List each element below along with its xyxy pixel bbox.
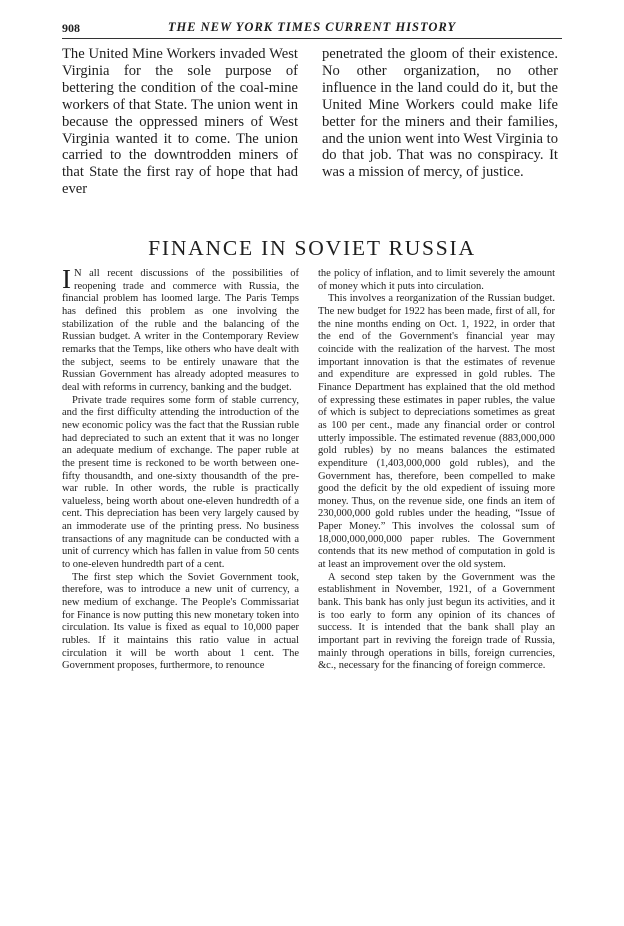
drop-cap: I: [62, 264, 71, 294]
article-body: [62, 264, 562, 908]
continued-article-right-column: penetrated the gloom of their existence. No other organization, no other influence in the land could do it, but the United Mine Workers could make life better for the miners and their families, and the union went into West Virginia to do that job. That was no conspiracy. It was a mission of mercy, of justice.: [322, 46, 558, 181]
header-rule: [62, 38, 562, 39]
article-paragraph: The first step which the Soviet Government took, therefore, was to introduce a new unit of currency, a new medium of exchange. The People's Commissariat for Finance is now putting this new monetary token into circulation. Its value is fixed as equal to 10,000 paper rubles. If it maintains this ratio value in actual circulation it will be worth about 1 cent. The Government proposes, furthermore, to renounce: [62, 571, 299, 672]
article-paragraph: [62, 264, 299, 395]
article-paragraph: the policy of inflation, and to limit severely the amount of money which it puts into circulation.: [318, 268, 555, 292]
article-paragraph: Private trade requires some form of stable currency, and the first difficulty attending the introduction of the new economic policy was the fact that the Russian ruble had depreciated to such an extent that it was no longer an adequate medium of exchange. The paper ruble at the present time is reckoned to be worth between one-fifty thousandth, and one-sixty thousandth of the pre-war ruble. In other words, the ruble is practically valueless, being worth about one-eleven hundredth of a cent. This depreciation has been very largely caused by an immoderate use of the printing press. No business transactions of any magnitude can be conducted with a unit of currency which has fallen in value from 50 cents to one-eleven hundredth part of a cent.: [62, 394, 299, 571]
article-right-column: [318, 268, 555, 673]
article-paragraph: This involves a reorganization of the Russian budget. The new budget for 1922 has been made, first of all, for the nine months ending on Oct. 1, 1922, in order that the end of the Government's financial year may coincide with the realization of the harvest. The most important innovation is that the estimates of revenue and expenditure are expressed in gold rubles. The Finance Department has explained that the old method of expressing these estimates in paper rubles, the value of which is subject to depreciations sometimes as great as 100 per cent., made any financial order or control utterly impossible. The estimated revenue (883,000,000 gold rubles) by no means balances the estimated expenditure (1,403,000,000 gold rubles), and the Government has, therefore, been compelled to make good the deficit by the old expedient of issuing more money. Thus, on the revenue side, one finds an item of 230,000,000 gold rubles under the heading, “Issue of Paper Money.” This involves the colossal sum of 18,000,000,000,000 paper rubles. The Government contends that its new method of computation in gold is at least an improvement over the old system.: [318, 293, 555, 571]
continued-article-left-column: The United Mine Workers invaded West Virginia for the sole purpose of bettering the condition of the coal-mine workers of that State. The union went in because the oppressed miners of West Virginia wanted it to come. The union carried to the downtrodden miners of that State the first ray of hope that had ever: [62, 46, 298, 198]
continued-article: [62, 46, 562, 196]
article-paragraph: A second step taken by the Government was the establishment in November, 1921, of a Government bank. This bank has only just begun its activities, and it is too early to form any opinion of its chances of success. It is intended that the bank shall play an important part in reviving the foreign trade of Russia, mainly through operations in bills, foreign currencies, &c., necessary for the financing of foreign commerce.: [318, 571, 555, 672]
article-left-column: [62, 264, 299, 673]
article-title: FINANCE IN SOVIET RUSSIA: [148, 236, 476, 260]
paragraph-text: N all recent discussions of the possibilities of reopening trade and commerce with Russia, the financial problem has loomed large. The Paris Temps has defined this problem as one involving the stabilization of the ruble and the balancing of the Russian budget. A writer in the Contemporary Review remarks that the Temps, like others who have dealt with the subject, seems to be entirely unaware that the Russian Government has already adopted measures to deal with reforms in currency, banking and the budget.: [62, 268, 299, 393]
running-title: THE NEW YORK TIMES CURRENT HISTORY: [167, 20, 457, 34]
page-header: [62, 20, 562, 38]
page-number: 908: [62, 21, 80, 35]
